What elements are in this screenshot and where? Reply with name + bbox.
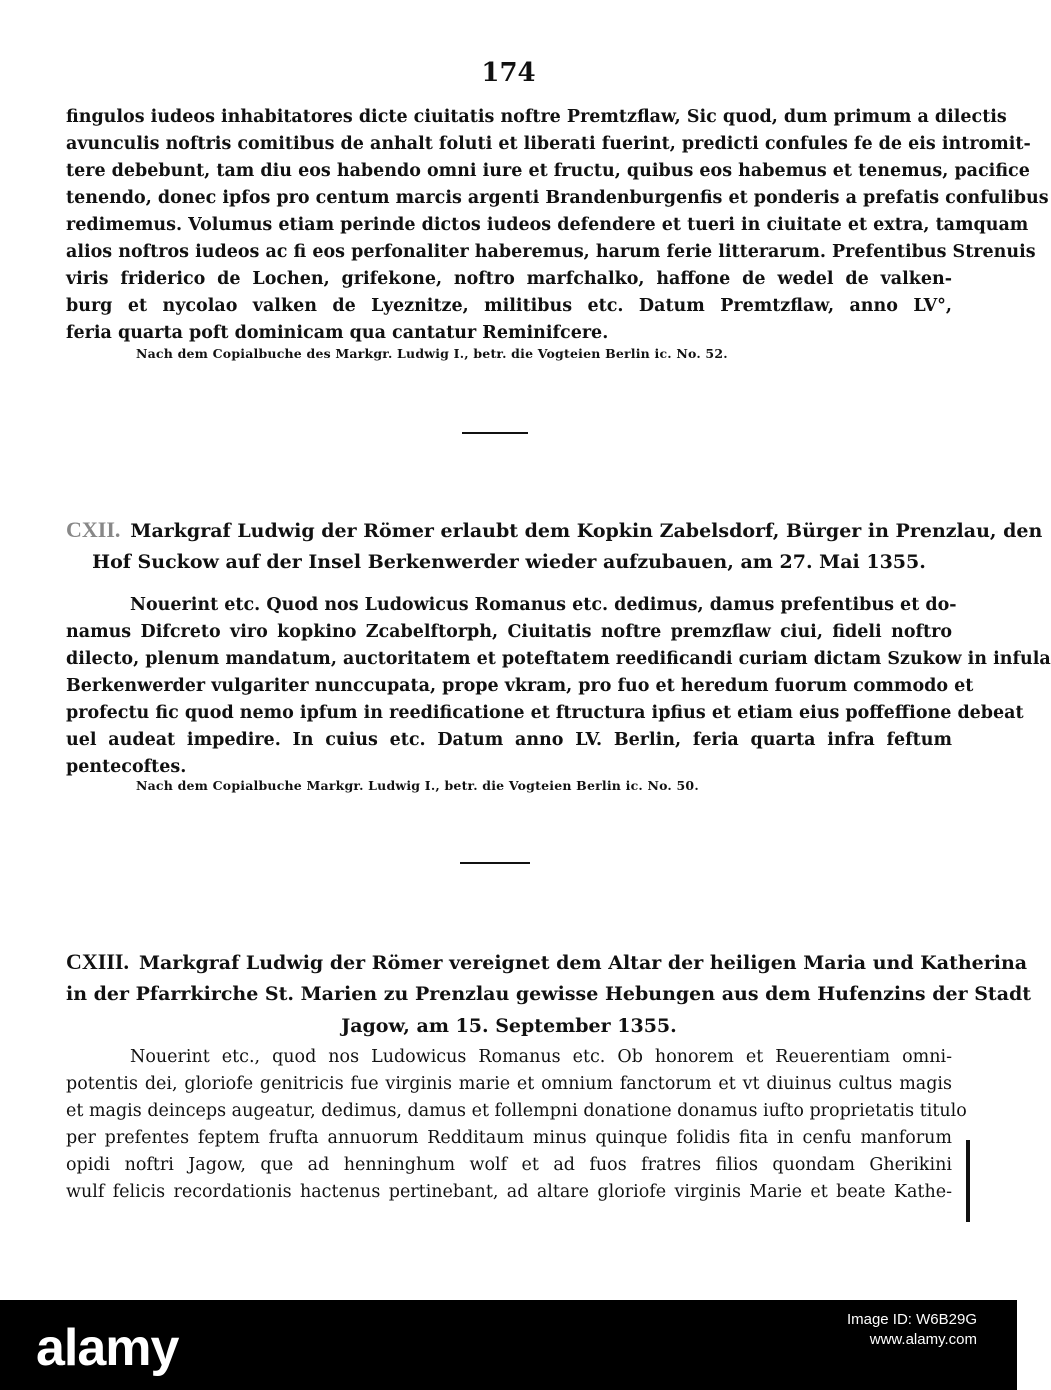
text-line: feria quarta poft dominicam qua cantatur Reminifcere. bbox=[66, 323, 609, 343]
section-heading-cxii bbox=[66, 514, 1043, 578]
text-line: et magis deinceps augeatur, dedimus, damus et follempni donatione donamus iufto proprietatis titulo bbox=[66, 1101, 967, 1121]
text-line: alios noftros iudeos ac fi eos perfonaliter haberemus, harum ferie litterarum. Prefentibus Strenuis bbox=[66, 242, 1036, 262]
text-line: namus Difcreto viro kopkino Zcabelftorph, Ciuitatis noftre premzflaw ciui, fideli noftro bbox=[66, 622, 952, 642]
heading-line: in der Pfarrkirche St. Marien zu Prenzlau gewisse Hebungen aus dem Hufenzins der Stadt bbox=[66, 983, 1032, 1005]
text-line: profectu fic quod nemo ipfum in reedificatione et ftructura ipfius et etiam eius poffeffione debeat bbox=[66, 703, 1024, 723]
text-line: tere debebunt, tam diu eos habendo omni iure et fructu, quibus eos habemus et tenemus, pacifice bbox=[66, 161, 1030, 181]
text-line: fingulos iudeos inhabitatores dicte ciuitatis noftre Premtzflaw, Sic quod, dum primum a dilectis bbox=[66, 107, 1007, 127]
text-line: opidi noftri Jagow, que ad henninghum wolf et ad fuos fratres filios quondam Gherikini bbox=[66, 1155, 952, 1175]
heading-text: Markgraf Ludwig der Römer erlaubt dem Kopkin Zabelsdorf, Bürger in Prenzlau, den bbox=[130, 520, 1043, 542]
section-number: CXIII. bbox=[66, 949, 129, 974]
text-line: per prefentes feptem frufta annuorum Redditaum minus quinque folidis fita in cenfu manforum bbox=[66, 1128, 952, 1148]
section-heading-cxiii bbox=[66, 946, 1032, 1042]
text-line: viris friderico de Lochen, grifekone, noftro marfchalko, haffone de wedel de valken- bbox=[66, 269, 952, 289]
heading-line bbox=[66, 514, 1043, 546]
heading-text: Markgraf Ludwig der Römer vereignet dem Altar der heiligen Maria und Katherina bbox=[138, 952, 1028, 974]
site-url: www.alamy.com bbox=[869, 1331, 977, 1348]
brand-logo: alamy bbox=[36, 1319, 179, 1377]
section-divider bbox=[460, 862, 530, 864]
text-line: redimemus. Volumus etiam perinde dictos iudeos defendere et tueri in ciuitate et extra, tamquam bbox=[66, 215, 1029, 235]
text-line: Nouerint etc., quod nos Ludowicus Romanus etc. Ob honorem et Reuerentiam omni- bbox=[130, 1047, 952, 1067]
text-line: pentecoftes. bbox=[66, 757, 187, 777]
image-id-block bbox=[847, 1310, 977, 1350]
text-line: uel audeat impedire. In cuius etc. Datum anno LV. Berlin, feria quarta infra feftum bbox=[66, 730, 952, 750]
section-cxiii-text bbox=[66, 1044, 967, 1206]
section-number: CXII. bbox=[66, 517, 121, 542]
watermark-footer bbox=[0, 1300, 1017, 1390]
heading-line: Hof Suckow auf der Insel Berkenwerder wieder aufzubauen, am 27. Mai 1355. bbox=[92, 551, 926, 573]
section-top-text bbox=[66, 104, 1049, 347]
text-line: Nouerint etc. Quod nos Ludowicus Romanus etc. dedimus, damus prefentibus et do- bbox=[130, 595, 957, 615]
heading-line: Jagow, am 15. September 1355. bbox=[341, 1015, 677, 1037]
margin-mark bbox=[966, 1140, 970, 1222]
text-line: burg et nycolao valken de Lyeznitze, militibus etc. Datum Premtzflaw, anno LV°, bbox=[66, 296, 952, 316]
text-line: avunculis noftris comitibus de anhalt foluti et liberati fuerint, predicti confules fe de eis intromit- bbox=[66, 134, 1031, 154]
heading-line bbox=[66, 946, 1028, 978]
source-note: Nach dem Copialbuche Markgr. Ludwig I., betr. die Vogteien Berlin ic. No. 50. bbox=[136, 778, 699, 793]
text-line: Berkenwerder vulgariter nunccupata, prope vkram, pro fuo et heredum fuorum commodo et bbox=[66, 676, 974, 696]
text-line: potentis dei, gloriofe genitricis fue virginis marie et omnium fanctorum et vt diuinus cultus magis bbox=[66, 1074, 952, 1094]
image-id: Image ID: W6B29G bbox=[846, 1311, 977, 1328]
text-line: tenendo, donec ipfos pro centum marcis argenti Brandenburgenfis et ponderis a prefatis confulibus bbox=[66, 188, 1049, 208]
text-line: wulf felicis recordationis hactenus pertinebant, ad altare gloriofe virginis Marie et beate Kathe- bbox=[66, 1182, 952, 1202]
section-cxii-text bbox=[66, 592, 1051, 781]
section-divider bbox=[462, 432, 528, 434]
page-number: 174 bbox=[481, 58, 536, 88]
source-note: Nach dem Copialbuche des Markgr. Ludwig I., betr. die Vogteien Berlin ic. No. 52. bbox=[136, 346, 728, 361]
text-line: dilecto, plenum mandatum, auctoritatem et poteftatem reedificandi curiam dictam Szukow in infula bbox=[66, 649, 1051, 669]
